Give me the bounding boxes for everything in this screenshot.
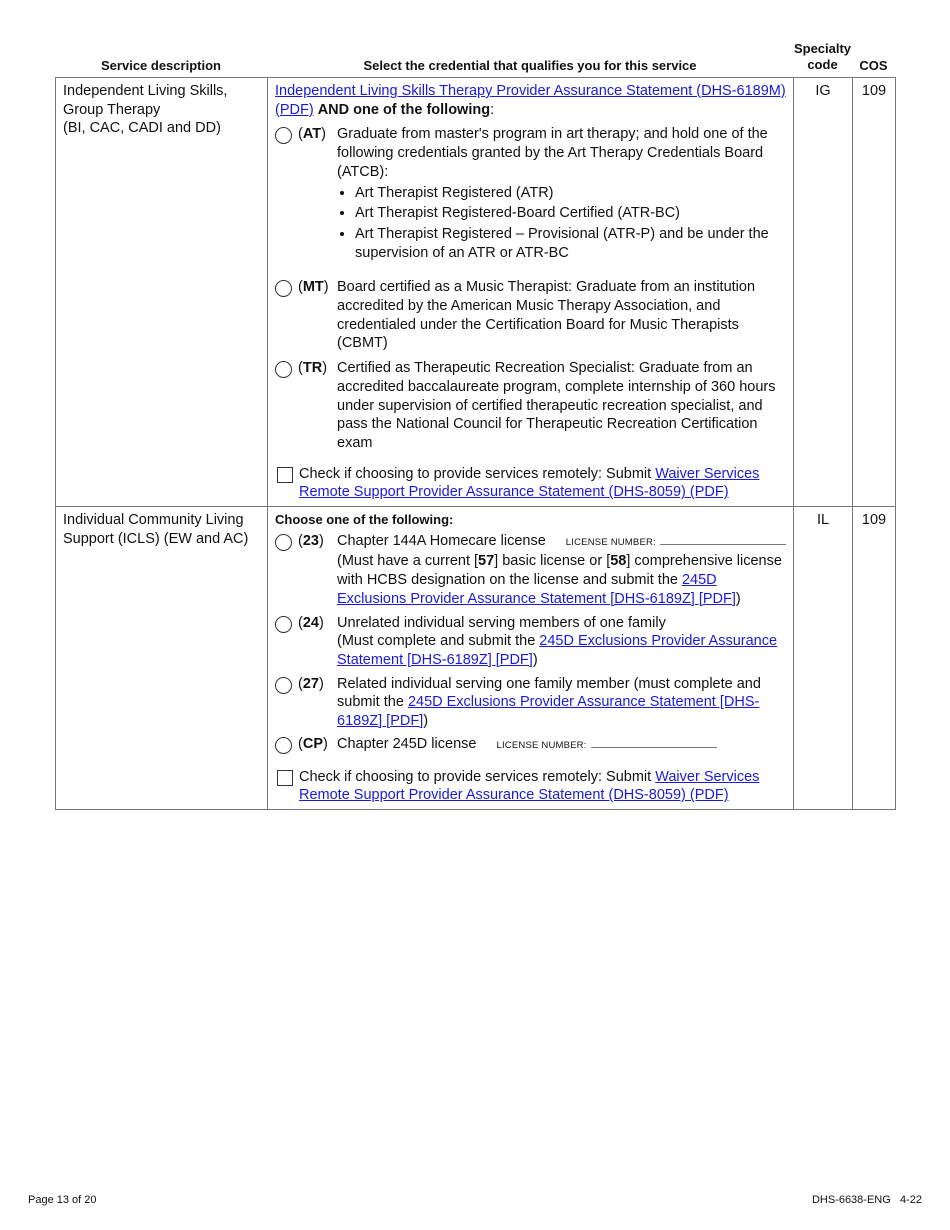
radio-24[interactable] bbox=[275, 616, 292, 633]
credential-list bbox=[337, 184, 786, 263]
code-24: 24 bbox=[302, 614, 319, 631]
option-24 bbox=[275, 614, 786, 670]
option-27 bbox=[275, 675, 786, 731]
services-table bbox=[55, 77, 896, 810]
option-23 bbox=[275, 532, 786, 609]
code-mt: MT bbox=[302, 279, 324, 296]
radio-27[interactable] bbox=[275, 677, 292, 694]
code-cp: CP bbox=[302, 735, 323, 752]
header-specialty-line1: Specialty bbox=[793, 41, 852, 56]
service-line: Independent Living Skills, bbox=[63, 83, 228, 99]
option-note bbox=[337, 552, 786, 608]
option-text: Unrelated individual serving members of one family bbox=[337, 614, 666, 631]
note-58: 58 bbox=[610, 553, 627, 570]
option-code: (27) bbox=[298, 675, 324, 692]
radio-at[interactable] bbox=[275, 127, 292, 144]
option-text bbox=[337, 532, 786, 553]
code-tr: TR bbox=[302, 360, 323, 377]
exclusions-link[interactable]: 245D Exclusions Provider Assurance Statement [DHS-6189Z] [PDF] bbox=[337, 633, 778, 668]
license-number-label: LICENSE NUMBER: bbox=[496, 739, 587, 751]
option-code: (23) bbox=[298, 532, 324, 549]
service-line: Group Therapy bbox=[63, 101, 161, 118]
form-number: DHS-6638-ENG bbox=[811, 1194, 891, 1206]
table-row bbox=[56, 507, 896, 810]
header-specialty-code bbox=[793, 41, 852, 73]
exclusions-link[interactable]: 245D Exclusions Provider Assurance Statement [DHS-6189Z] [PDF] bbox=[337, 694, 760, 730]
service-line: (BI, CAC, CADI and DD) bbox=[63, 120, 221, 137]
specialty-code: IL bbox=[794, 507, 853, 810]
option-tr bbox=[275, 359, 786, 453]
option-label: Chapter 144A Homecare license bbox=[337, 532, 546, 549]
remote-support-link[interactable]: Waiver Services Remote Support Provider Assurance Statement (DHS-8059) (PDF) bbox=[299, 768, 760, 804]
option-at bbox=[275, 125, 786, 262]
header-service-description: Service description bbox=[101, 58, 221, 73]
exclusions-link[interactable]: 245D Exclusions Provider Assurance Statement [DHS-6189Z] [PDF] bbox=[337, 572, 736, 607]
note-close: ) bbox=[532, 651, 538, 668]
option-code: (TR) bbox=[298, 360, 328, 377]
option-note bbox=[337, 632, 786, 669]
remote-text: Check if choosing to provide services remotely: Submit bbox=[299, 465, 652, 482]
list-item: • Art Therapist Registered – Provisional (ATR-P) and be under the supervision of an ATR or ATR-BC bbox=[355, 225, 786, 262]
option-text: Graduate from master's program in art therapy; and hold one of the following credentials granted by the Art Therapy Credentials Board (ATCB): bbox=[337, 126, 768, 180]
option-code: (24) bbox=[298, 614, 324, 631]
page-number: Page 13 of 20 bbox=[28, 1194, 97, 1206]
radio-tr[interactable] bbox=[275, 361, 292, 378]
option-code: (MT) bbox=[298, 279, 329, 296]
option-text: Certified as Therapeutic Recreation Specialist: Graduate from an accredited baccalaureate program, complete internship of 360 hours under supervision of certified therapeutic recreation specialist, and pass the National Council for Therapeutic Recreation Certification exam bbox=[337, 360, 776, 451]
service-cell bbox=[56, 507, 268, 810]
credential-cell bbox=[268, 507, 794, 810]
cos-value: 109 bbox=[853, 507, 896, 810]
code-23: 23 bbox=[302, 532, 319, 549]
list-item: • Art Therapist Registered (ATR) bbox=[355, 184, 786, 203]
form-id bbox=[812, 1194, 922, 1206]
intro-colon: : bbox=[490, 101, 495, 118]
choose-heading: Choose one of the following: bbox=[275, 512, 454, 528]
radio-mt[interactable] bbox=[275, 280, 292, 297]
note-part: ] comprehensive license with HCBS designation on the license and submit the bbox=[337, 553, 782, 589]
note-part: (Must have a current [ bbox=[337, 553, 479, 570]
ils-assurance-link[interactable]: Independent Living Skills Therapy Provider Assurance Statement (DHS-6189M) (PDF) bbox=[275, 83, 786, 118]
license-number-field[interactable] bbox=[591, 736, 717, 748]
option-label: Chapter 245D license bbox=[337, 735, 477, 752]
list-item: • Art Therapist Registered-Board Certified (ATR-BC) bbox=[355, 204, 786, 223]
remote-option bbox=[275, 768, 786, 805]
license-number-field[interactable] bbox=[660, 533, 786, 545]
note-part: ] basic license or [ bbox=[494, 553, 611, 570]
note-part: (Must complete and submit the bbox=[337, 633, 536, 650]
intro bbox=[275, 82, 786, 119]
note-close: ) bbox=[735, 590, 741, 607]
intro-bold: AND one of the following bbox=[317, 101, 491, 118]
service-cell bbox=[56, 78, 268, 507]
option-text bbox=[337, 735, 786, 756]
remote-checkbox[interactable] bbox=[277, 770, 293, 786]
table-row bbox=[56, 78, 896, 507]
specialty-code: IG bbox=[794, 78, 853, 507]
remote-option bbox=[275, 465, 786, 502]
option-text bbox=[337, 675, 786, 731]
credential-cell bbox=[268, 78, 794, 507]
radio-cp[interactable] bbox=[275, 737, 292, 754]
remote-support-link[interactable]: Waiver Services Remote Support Provider Assurance Statement (DHS-8059) (PDF) bbox=[299, 465, 760, 501]
code-27: 27 bbox=[302, 675, 319, 692]
header-credential: Select the credential that qualifies you for this service bbox=[363, 58, 697, 73]
remote-checkbox[interactable] bbox=[277, 467, 293, 483]
service-line: Support (ICLS) (EW and AC) bbox=[63, 530, 249, 547]
code-at: AT bbox=[302, 126, 322, 143]
remote-text: Check if choosing to provide services remotely: Submit bbox=[299, 768, 652, 785]
license-number-label: LICENSE NUMBER: bbox=[565, 536, 656, 548]
option-code: (AT) bbox=[298, 126, 326, 143]
option-code: (CP) bbox=[298, 735, 328, 752]
option-text: Board certified as a Music Therapist: Graduate from an institution accredited by the American Music Therapy Association, and credentialed under the Certification Board for Music Therapists (CBMT) bbox=[337, 279, 756, 352]
note-57: 57 bbox=[478, 553, 495, 570]
radio-23[interactable] bbox=[275, 534, 292, 551]
option-mt bbox=[275, 278, 786, 353]
service-line: Individual Community Living bbox=[63, 512, 244, 529]
header-cos: COS bbox=[859, 58, 888, 73]
cos-value: 109 bbox=[853, 78, 896, 507]
form-version: 4-22 bbox=[899, 1194, 922, 1206]
header-specialty-line2: code bbox=[807, 57, 838, 72]
option-cp bbox=[275, 735, 786, 756]
note-close: ) bbox=[423, 713, 429, 730]
option-label: Related individual serving one family member (must complete and submit the bbox=[337, 675, 761, 711]
